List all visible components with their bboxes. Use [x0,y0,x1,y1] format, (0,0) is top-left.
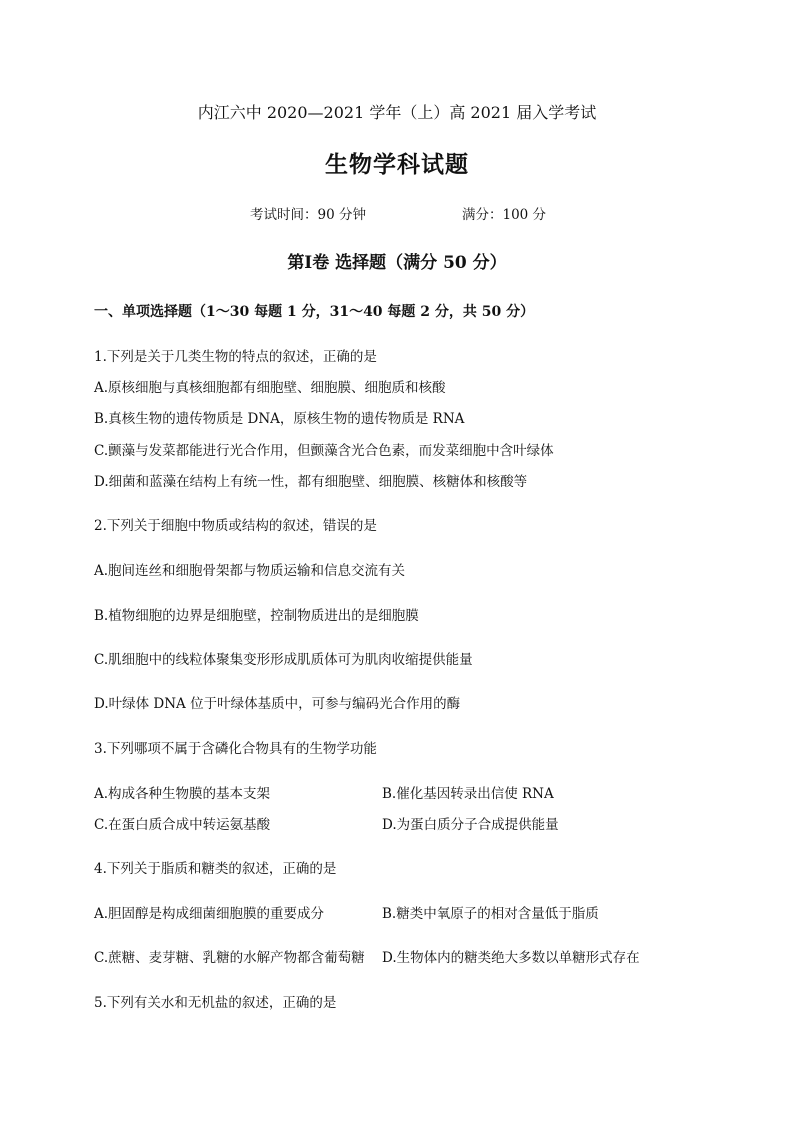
question-4-option-b: B.糖类中氧原子的相对含量低于脂质 [382,906,599,922]
question-3-option-a: A.构成各种生物膜的基本支架 [94,786,271,802]
question-2-option-b: B.植物细胞的边界是细胞壁，控制物质进出的是细胞膜 [94,608,419,624]
question-2-option-d: D.叶绿体 DNA 位于叶绿体基质中，可参与编码光合作用的酶 [94,696,461,712]
question-3-option-c: C.在蛋白质合成中转运氨基酸 [94,817,271,833]
part-title: 一、单项选择题（1～30 每题 1 分，31～40 每题 2 分，共 50 分） [94,304,535,320]
question-5-stem: 5.下列有关水和无机盐的叙述，正确的是 [94,995,337,1011]
question-1-option-d: D.细菌和蓝藻在结构上有统一性，都有细胞壁、细胞膜、核糖体和核酸等 [94,474,528,490]
question-2-stem: 2.下列关于细胞中物质或结构的叙述，错误的是 [94,518,377,534]
question-4-option-a: A.胆固醇是构成细菌细胞膜的重要成分 [94,906,325,922]
question-3-option-b: B.催化基因转录出信使 RNA [382,786,554,802]
question-4-option-d: D.生物体内的糖类绝大多数以单糖形式存在 [382,950,640,966]
question-2-option-c: C.肌细胞中的线粒体聚集变形形成肌质体可为肌肉收缩提供能量 [94,652,473,668]
exam-time: 考试时间：90 分钟 [250,207,366,223]
question-3-stem: 3.下列哪项不属于含磷化合物具有的生物学功能 [94,741,377,757]
question-3-option-d: D.为蛋白质分子合成提供能量 [382,817,559,833]
section-title: 第Ⅰ卷 选择题（满分 50 分） [287,253,507,273]
question-4-option-c: C.蔗糖、麦芽糖、乳糖的水解产物都含葡萄糖 [94,950,365,966]
question-1-option-a: A.原核细胞与真核细胞都有细胞壁、细胞膜、细胞质和核酸 [94,380,446,396]
question-4-stem: 4.下列关于脂质和糖类的叙述，正确的是 [94,861,337,877]
full-score: 满分：100 分 [462,207,547,223]
question-1-stem: 1.下列是关于几类生物的特点的叙述，正确的是 [94,349,377,365]
subject-title: 生物学科试题 [325,151,469,178]
school-exam-title: 内江六中 2020—2021 学年（上）高 2021 届入学考试 [197,103,597,122]
question-2-option-a: A.胞间连丝和细胞骨架都与物质运输和信息交流有关 [94,563,406,579]
question-1-option-b: B.真核生物的遗传物质是 DNA，原核生物的遗传物质是 RNA [94,411,465,427]
question-1-option-c: C.颤藻与发菜都能进行光合作用，但颤藻含光合色素，而发菜细胞中含叶绿体 [94,443,554,459]
